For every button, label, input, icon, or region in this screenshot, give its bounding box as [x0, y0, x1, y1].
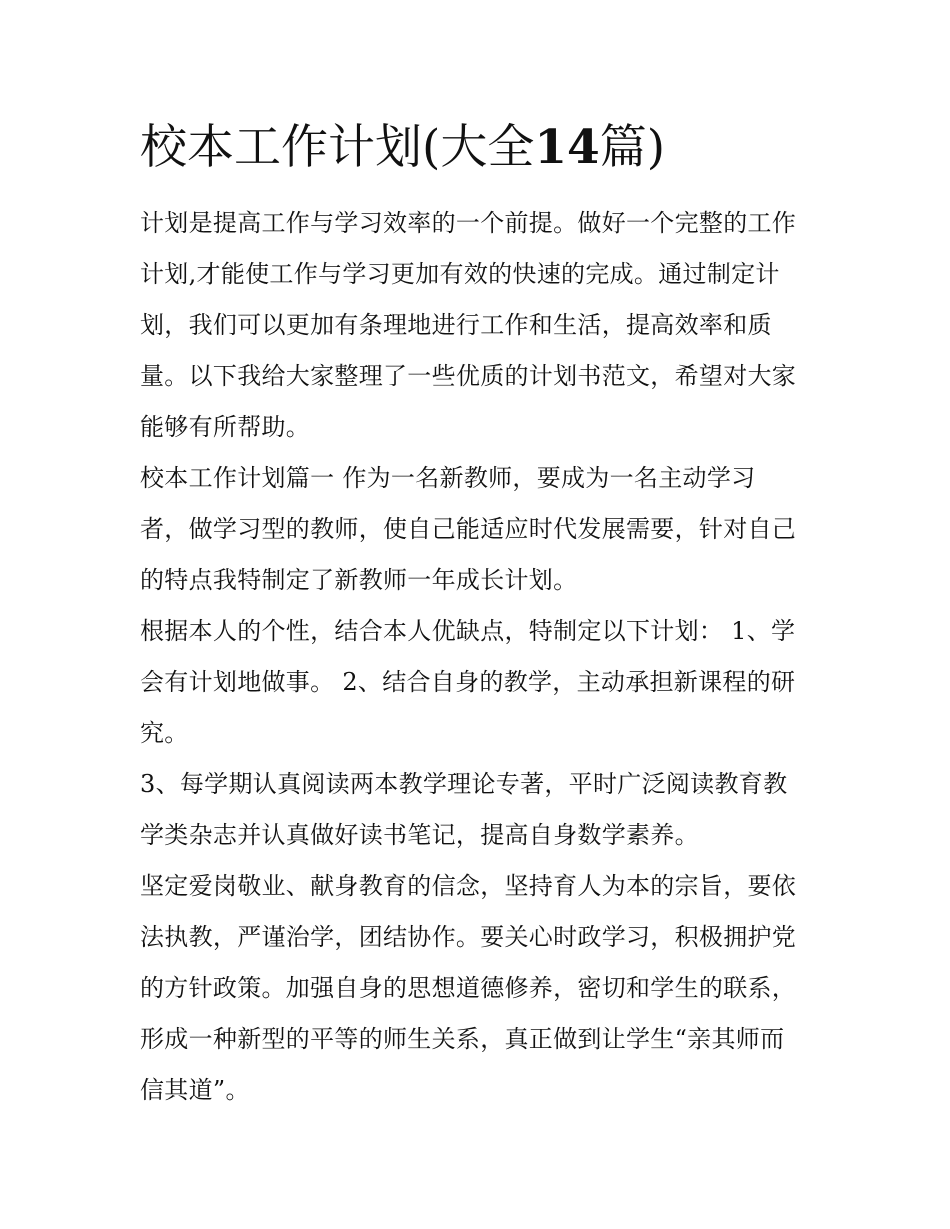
- text-line: 究。: [140, 719, 189, 747]
- text-line: 根据本人的个性，结合本人优缺点，特制定以下计划： 1、学: [140, 617, 796, 645]
- text-line: 形成一种新型的平等的师生关系，真正做到让学生“亲其师而: [140, 1025, 785, 1053]
- text-line: 的特点我特制定了新教师一年成长计划。: [140, 566, 578, 594]
- title-suffix: 篇): [599, 120, 666, 175]
- text-line: 信其道”。: [140, 1076, 250, 1104]
- text-line: 坚定爱岗敬业、献身教育的信念，坚持育人为本的宗旨，要依: [140, 872, 797, 900]
- text-line: 量。以下我给大家整理了一些优质的计划书范文，希望对大家: [140, 362, 797, 390]
- text-line: 法执教，严谨治学，团结协作。要关心时政学习，积极拥护党: [140, 923, 797, 951]
- text-line: 计划是提高工作与学习效率的一个前提。做好一个完整的工作: [140, 209, 797, 237]
- text-line: 划，我们可以更加有条理地进行工作和生活，提高效率和质: [140, 311, 772, 339]
- text-line: 者，做学习型的教师，使自己能适应时代发展需要，针对自己: [140, 515, 797, 543]
- paragraph-reading: [140, 759, 812, 861]
- paragraph-ethics: [140, 861, 812, 1116]
- paragraph-personal-plan: [140, 606, 812, 759]
- text-line: 校本工作计划篇一 作为一名新教师，要成为一名主动学习: [140, 464, 756, 492]
- text-line: 计划,才能使工作与学习更加有效的快速的完成。通过制定计: [140, 260, 780, 288]
- paragraph-plan-one: [140, 453, 812, 606]
- document-title: [140, 112, 812, 184]
- text-line: 3、每学期认真阅读两本教学理论专著，平时广泛阅读教育教: [140, 770, 788, 798]
- text-line: 的方针政策。加强自身的思想道德修养，密切和学生的联系，: [140, 974, 797, 1002]
- paragraph-intro: [140, 198, 812, 453]
- document-page: [140, 112, 812, 1116]
- text-line: 会有计划地做事。 2、结合自身的教学，主动承担新课程的研: [140, 668, 796, 696]
- title-number: 14: [534, 120, 600, 175]
- text-line: 能够有所帮助。: [140, 413, 311, 441]
- text-line: 学类杂志并认真做好读书笔记，提高自身数学素养。: [140, 821, 699, 849]
- title-prefix: 校本工作计划(大全: [140, 120, 535, 175]
